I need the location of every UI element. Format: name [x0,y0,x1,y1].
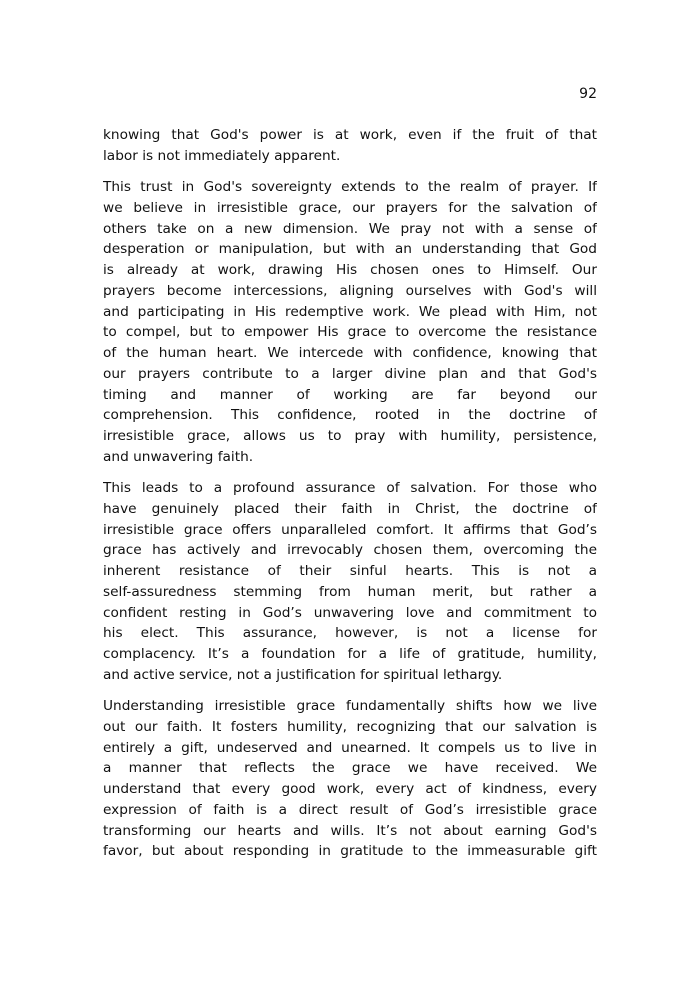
text-line: inherent resistance of their sinful hearts. This is not a [103,563,597,579]
text-line: and active service, not a justification for spiritual lethargy. [103,666,503,683]
paragraph [103,125,597,167]
text-line: expression of faith is a direct result of God’s irresistible grace [103,801,597,818]
text-line: entirely a gift, undeserved and unearned. It compels us to live in [103,739,597,756]
text-line: knowing that God's power is at work, even if the fruit of that [103,127,597,143]
text-line: and unwavering faith. [103,448,254,465]
text-line: irresistible grace offers unparalleled comfort. It affirms that God’s [103,521,597,538]
paragraph [103,478,597,686]
paragraph [103,696,597,862]
text-line: irresistible grace, allows us to pray with humility, persistence, [103,428,597,444]
text-line: to compel, but to empower His grace to overcome the resistance [103,324,597,341]
text-line: understand that every good work, every act of kindness, every [103,781,597,797]
text-line: comprehension. This confidence, rooted in the doctrine of [103,407,597,424]
text-line: and participating in His redemptive work. We plead with Him, not [103,303,597,320]
text-line: of the human heart. We intercede with confidence, knowing that [103,345,597,361]
text-line: we believe in irresistible grace, our prayers for the salvation of [103,199,597,216]
text-line: a manner that reflects the grace we have received. We [103,760,597,777]
text-line: his elect. This assurance, however, is not a license for [103,625,597,642]
text-line: self-assuredness stemming from human merit, but rather a [103,583,597,600]
text-line: Understanding irresistible grace fundamentally shifts how we live [103,698,597,714]
text-line: desperation or manipulation, but with an understanding that God [103,241,597,258]
text-line: labor is not immediately apparent. [103,147,341,164]
text-line: others take on a new dimension. We pray not with a sense of [103,220,597,237]
text-line: our prayers contribute to a larger divine plan and that God's [103,365,597,382]
text-line: is already at work, drawing His chosen ones to Himself. Our [103,262,597,278]
text-line: This trust in God's sovereignty extends to the realm of prayer. If [103,179,597,195]
text-line: confident resting in God’s unwavering love and commitment to [103,604,597,621]
text-line: prayers become intercessions, aligning ourselves with God's will [103,282,597,299]
text-line: favor, but about responding in gratitude to the immeasurable gift [103,843,597,860]
text-line: complacency. It’s a foundation for a life of gratitude, humility, [103,646,597,662]
text-line: timing and manner of working are far beyond our [103,386,597,403]
body-text [103,125,597,873]
text-line: This leads to a profound assurance of salvation. For those who [103,480,597,496]
text-line: out our faith. It fosters humility, recognizing that our salvation is [103,718,597,735]
paragraph [103,177,597,468]
page-number: 92 [579,86,597,102]
text-line: grace has actively and irrevocably chosen them, overcoming the [103,542,597,559]
text-line: transforming our hearts and wills. It’s not about earning God's [103,822,597,839]
text-line: have genuinely placed their faith in Christ, the doctrine of [103,500,597,517]
